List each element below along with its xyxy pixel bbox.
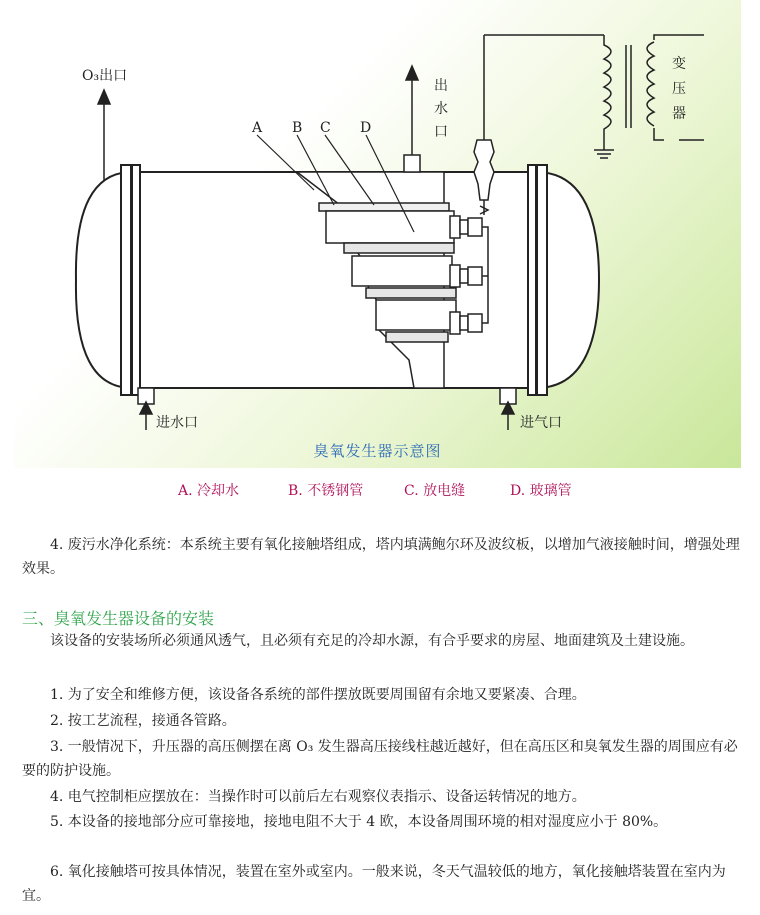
paragraph-item-4: 4. 电气控制柜应摆放在：当操作时可以前后左右观察仪表指示、设备运转情况的地方。 <box>50 789 586 805</box>
electrode-connectors <box>450 216 488 334</box>
label-a: A <box>252 120 263 136</box>
water-outlet-label-2: 水 <box>434 101 448 117</box>
paragraph-item-5: 5. 本设备的接地部分应可靠接地，接地电阻不大于 4 欧，本设备周围环境的相对湿度应小于 80%。 <box>50 814 668 830</box>
label-d: D <box>360 120 372 136</box>
legend-item-a: A. 冷却水 <box>178 483 240 499</box>
o3-outlet-label: O₃出口 <box>82 68 128 84</box>
water-outlet-label-1: 出 <box>434 78 448 94</box>
figure-legend <box>0 480 760 504</box>
generator-schematic <box>14 0 741 468</box>
water-outlet-label-3: 口 <box>434 124 448 140</box>
generator-diagram <box>14 0 741 468</box>
paragraph-item-6: 6. 氧化接触塔可按具体情况，装置在室外或室内。一般来说，冬天气温较低的地方，氧化接触塔装置在室内为宜。 <box>22 864 726 904</box>
section-title: 三、臭氧发生器设备的安装 <box>22 609 215 628</box>
air-inlet-label: 进气口 <box>520 415 562 431</box>
paragraph-item-2: 2. 按工艺流程，接通各管路。 <box>50 713 236 729</box>
right-flange-outer <box>537 165 547 395</box>
transformer-label-3: 器 <box>672 106 686 122</box>
left-flange-inner <box>132 165 140 395</box>
figure-caption: 臭氧发生器示意图 <box>313 442 442 460</box>
legend-item-b: B. 不锈钢管 <box>288 483 364 499</box>
left-flange <box>121 165 131 395</box>
label-c: C <box>320 120 331 136</box>
paragraph-waste-water: 4. 废污水净化系统：本系统主要有氧化接触塔组成，塔内填满鲍尔环及波纹板，以增加气液接触时间，增强处理效果。 <box>22 537 740 577</box>
water-inlet-label: 进水口 <box>156 415 198 431</box>
paragraph-item-3: 3. 一般情况下，升压器的高压侧摆在离 O₃ 发生器高压接线柱越近越好，但在高压区和臭氧发生器的周围应有必要的防护设施。 <box>22 739 738 779</box>
paragraph-item-1: 1. 为了安全和维修方便，该设备各系统的部件摆放既要周围留有余地又要紧凑、合理。 <box>50 687 586 703</box>
label-b: B <box>292 120 303 136</box>
transformer-label-2: 压 <box>672 81 686 97</box>
legend-item-d: D. 玻璃管 <box>510 483 572 499</box>
transformer-label-1: 变 <box>672 56 686 72</box>
right-flange <box>528 165 536 395</box>
transformer <box>594 35 704 158</box>
legend-item-c: C. 放电缝 <box>404 483 466 499</box>
paragraph-intro: 该设备的安装场所必须通风透气，且必须有充足的冷却水源，有合乎要求的房屋、地面建筑及土建设施。 <box>50 633 694 649</box>
